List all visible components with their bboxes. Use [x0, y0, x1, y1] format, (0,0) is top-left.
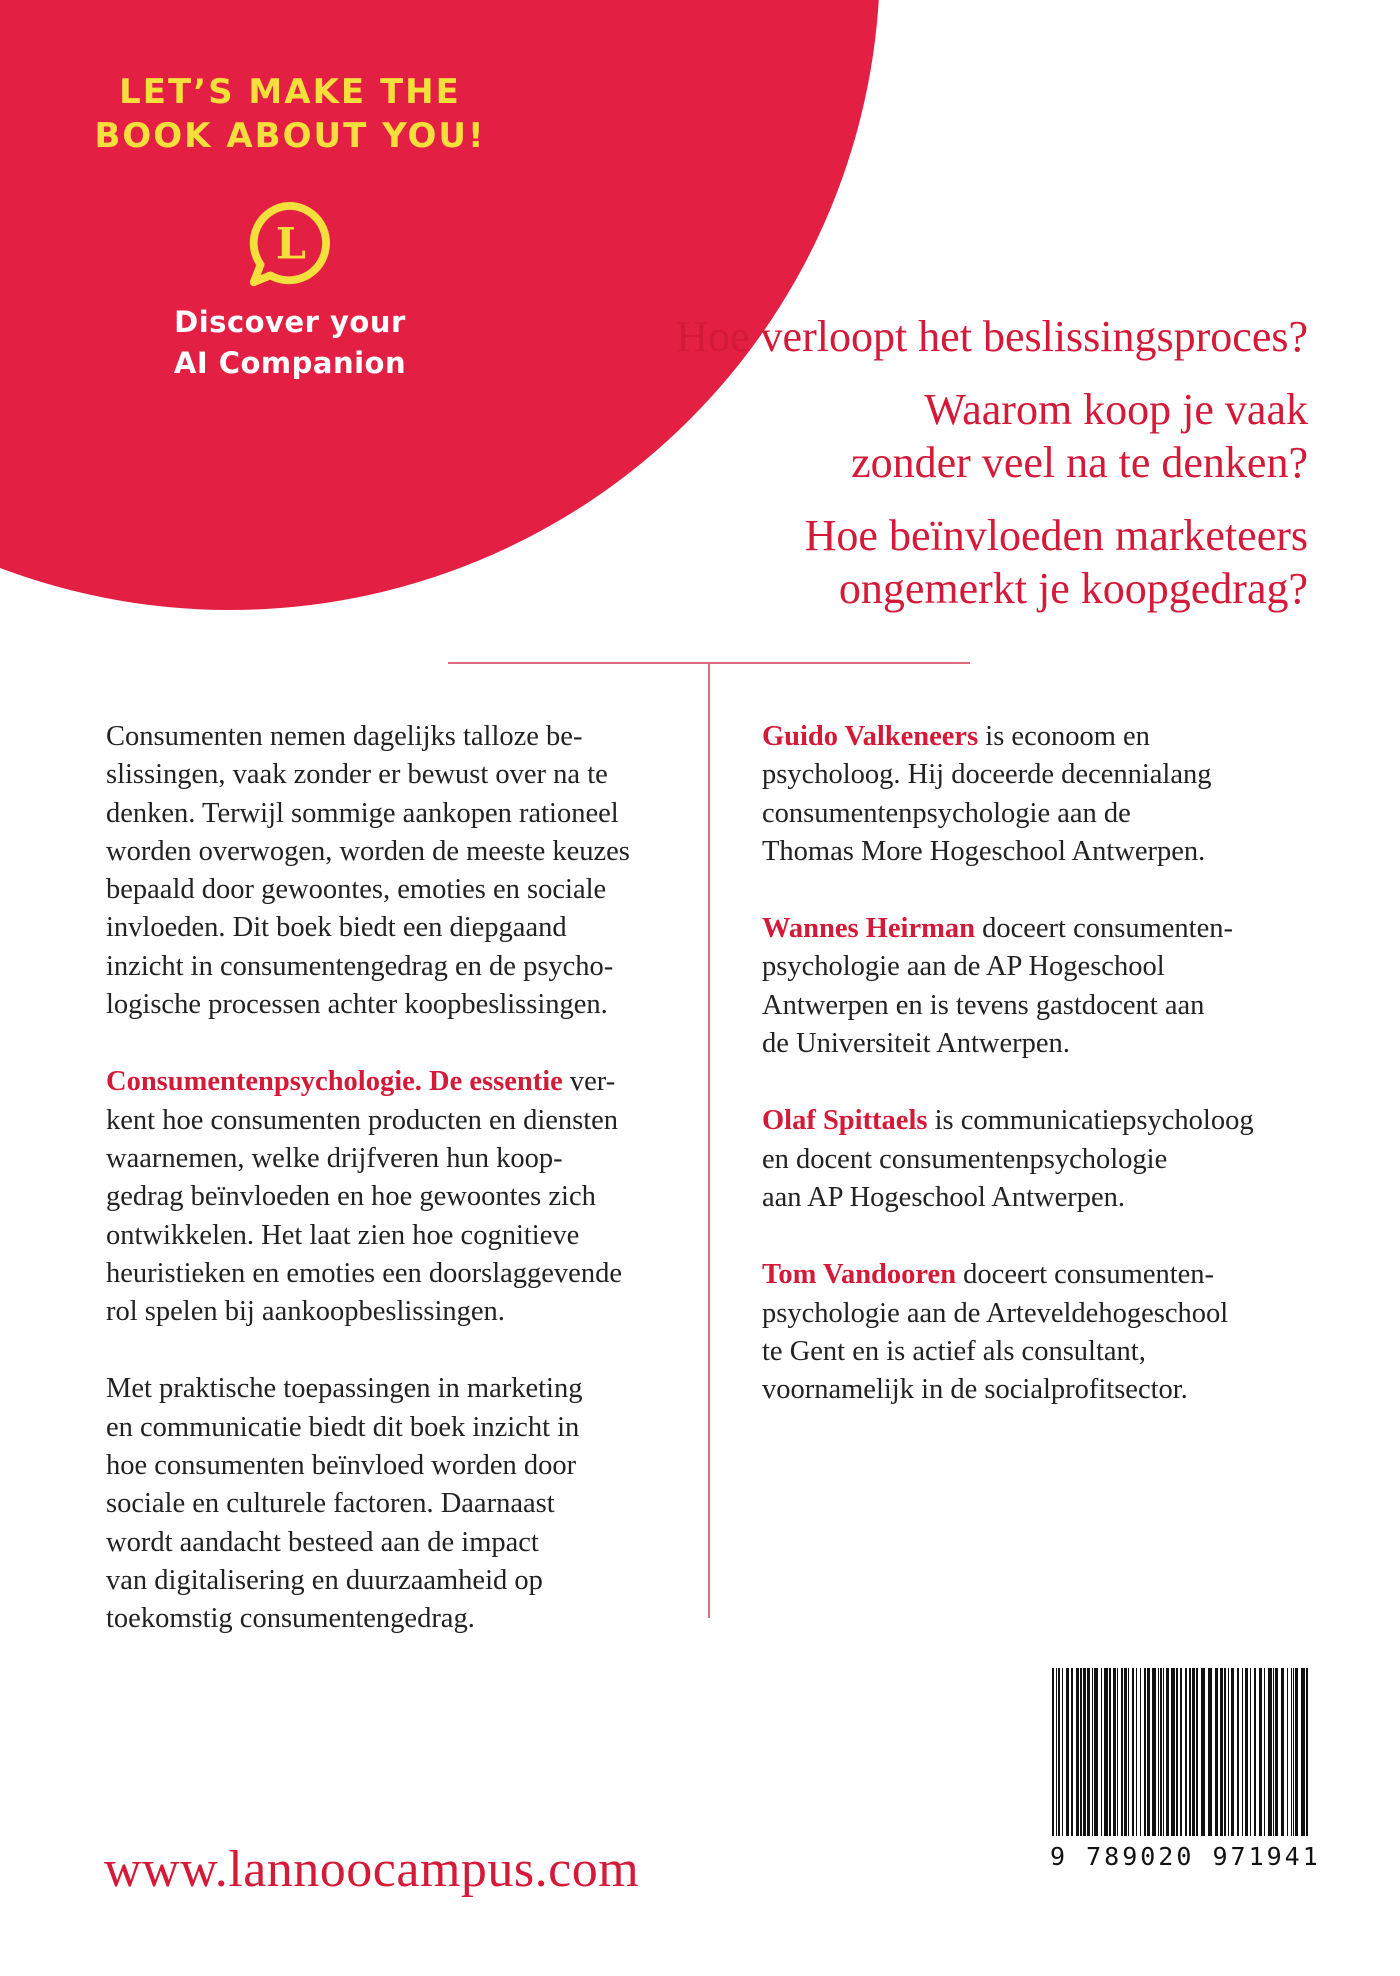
- barcode-bar: [1136, 1668, 1137, 1836]
- author-name: Guido Valkeneers: [762, 721, 979, 752]
- website-link[interactable]: www.lannoocampus.com: [104, 1841, 640, 1898]
- barcode-bar: [1293, 1668, 1294, 1836]
- description-paragraph: Consumentenpsychologie. De essentie ver- kent hoe consumenten producten en diensten waarnemen, welke drijfveren hun koop- gedrag beïnvloeden en hoe gewoontes zich ontwikkelen. Het laat zien hoe cognitieve heuristieken en emoties een doorslaggevende rol spelen bij aankoopbeslissingen.: [106, 1066, 622, 1328]
- barcode-bar: [1201, 1668, 1205, 1836]
- speech-bubble-l-icon[interactable]: [240, 196, 338, 294]
- barcode-bar: [1275, 1668, 1278, 1836]
- barcode-bar: [1052, 1668, 1054, 1836]
- question: Hoe beïnvloeden marketeers ongemerkt je koopgedrag?: [804, 511, 1308, 613]
- barcode-bar: [1158, 1668, 1159, 1836]
- barcode-bar: [1224, 1668, 1226, 1836]
- author-bio: Tom Vandooren doceert consumenten- psychologie aan de Arteveldehogeschool te Gent en is actief als consultant, voornamelijk in de socialprofitsector.: [762, 1259, 1229, 1406]
- barcode-area: [1050, 1668, 1320, 1888]
- cta-line: AI Companion: [173, 346, 407, 380]
- isbn-number: 9 789020 971941: [1050, 1842, 1321, 1871]
- barcode-bar: [1071, 1668, 1073, 1836]
- barcode-bar: [1128, 1668, 1129, 1836]
- barcode-bar: [1264, 1668, 1265, 1836]
- barcode-bar: [1132, 1668, 1134, 1836]
- barcode-bar: [1237, 1668, 1239, 1836]
- barcode-bar: [1121, 1668, 1123, 1836]
- ai-companion-cta[interactable]: [60, 302, 520, 384]
- barcode-bar: [1144, 1668, 1146, 1836]
- barcode-bar: [1066, 1668, 1069, 1836]
- author-bio: Olaf Spittaels is communicatiepsycholoog en docent consumentenpsychologie aan AP Hogeschool Antwerpen.: [762, 1105, 1254, 1213]
- barcode-icon: [1050, 1668, 1314, 1836]
- barcode-bar: [1080, 1668, 1082, 1836]
- promo-headline: [60, 70, 520, 158]
- barcode-bar: [1215, 1668, 1218, 1836]
- author-name: Olaf Spittaels: [762, 1105, 928, 1137]
- author-bio: Guido Valkeneers is econoom en psycholoog. Hij doceerde decennialang consumentenpsychologie aan de Thomas More Hogeschool Antwerpen.: [762, 721, 1212, 867]
- barcode-bar: [1254, 1668, 1256, 1836]
- question: Hoe verloopt het beslissingsproces?: [676, 312, 1308, 361]
- barcode-bar: [1117, 1668, 1118, 1836]
- barcode-bar: [1250, 1668, 1251, 1836]
- author-name: Wannes Heirman: [762, 913, 975, 945]
- questions-block: [548, 310, 1308, 635]
- barcode-bar: [1113, 1668, 1116, 1836]
- description-paragraph: Consumenten nemen dagelijks talloze be- slissingen, vaak zonder er bewust over na te denken. Terwijl sommige aankopen rationeel worden overwogen, worden de meeste keuzes bepaald door gewoontes, emoties en sociale invloeden. Dit boek biedt een diepgaand inzicht in consumentengedrag en de psycho- logische processen achter koopbeslissingen.: [106, 721, 630, 1021]
- author-bios: [762, 718, 1322, 1448]
- barcode-bar: [1056, 1668, 1057, 1836]
- barcode-bar: [1058, 1668, 1060, 1836]
- author-bio: Wannes Heirman doceert consumenten- psychologie aan de AP Hogeschool Antwerpen en is tevens gastdocent aan de Universiteit Antwerpen.: [762, 913, 1233, 1060]
- cta-line: Discover your: [174, 305, 406, 339]
- barcode-bar: [1180, 1668, 1182, 1836]
- barcode-bar: [1287, 1668, 1288, 1836]
- barcode-bar: [1094, 1668, 1098, 1836]
- promo-headline-line: BOOK ABOUT YOU!: [94, 116, 486, 156]
- barcode-bar: [1228, 1668, 1229, 1836]
- barcode-bar: [1160, 1668, 1162, 1836]
- barcode-bar: [1176, 1668, 1178, 1836]
- barcode-bar: [1259, 1668, 1262, 1836]
- book-description: [106, 718, 680, 1678]
- barcode-bar: [1163, 1668, 1164, 1836]
- barcode-bar: [1242, 1668, 1243, 1836]
- author-name: Tom Vandooren: [762, 1259, 957, 1291]
- barcode-bar: [1083, 1668, 1086, 1836]
- barcode-bar: [1109, 1668, 1111, 1836]
- logo-letter: L: [275, 219, 307, 270]
- question: Waarom koop je vaak zonder veel na te denken?: [851, 385, 1308, 487]
- barcode-bar: [1101, 1668, 1102, 1836]
- barcode-bar: [1273, 1668, 1274, 1836]
- barcode-bar: [1166, 1668, 1169, 1836]
- barcode-bar: [1281, 1668, 1284, 1836]
- barcode-bar: [1185, 1668, 1187, 1836]
- barcode-bar: [1301, 1668, 1305, 1836]
- barcode-bar: [1231, 1668, 1234, 1836]
- barcode-bar: [1062, 1668, 1063, 1836]
- barcode-bar: [1196, 1668, 1198, 1836]
- book-title-highlight: Consumentenpsychologie. De essentie: [106, 1066, 563, 1098]
- barcode-bar: [1087, 1668, 1090, 1836]
- barcode-bar: [1208, 1668, 1212, 1836]
- barcode-bar: [1220, 1668, 1223, 1836]
- barcode-bar: [1268, 1668, 1272, 1836]
- description-paragraph: Met praktische toepassingen in marketing en communicatie biedt dit boek inzicht in hoe consumenten beïnvloed worden door sociale en culturele factoren. Daarnaast wordt aandacht besteed aan de impact van digitalisering en duurzaamheid op toekomstig consumentengedrag.: [106, 1373, 583, 1635]
- promo-headline-line: LET’S MAKE THE: [119, 72, 461, 112]
- barcode-bar: [1171, 1668, 1175, 1836]
- vertical-divider: [708, 664, 710, 1618]
- barcode-bar: [1092, 1668, 1093, 1836]
- barcode-bar: [1104, 1668, 1108, 1836]
- barcode-bar: [1306, 1668, 1308, 1836]
- barcode-bar: [1124, 1668, 1127, 1836]
- barcode-bar: [1245, 1668, 1248, 1836]
- barcode-bar: [1291, 1668, 1292, 1836]
- barcode-bar: [1140, 1668, 1141, 1836]
- barcode-bar: [1152, 1668, 1156, 1836]
- barcode-bar: [1076, 1668, 1079, 1836]
- barcode-bar: [1192, 1668, 1195, 1836]
- barcode-bar: [1295, 1668, 1298, 1836]
- barcode-bar: [1189, 1668, 1191, 1836]
- barcode-bar: [1147, 1668, 1150, 1836]
